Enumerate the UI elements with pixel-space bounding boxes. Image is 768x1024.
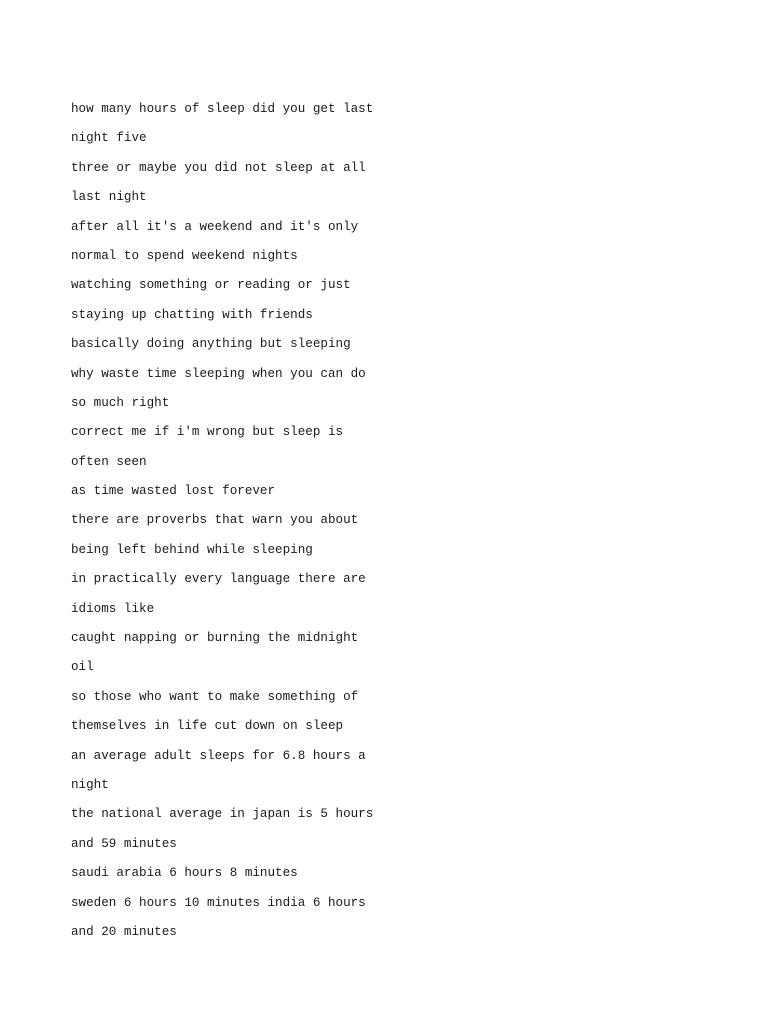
transcript-line: last night — [71, 190, 147, 205]
transcript-line: often seen — [71, 454, 147, 469]
transcript-line: staying up chatting with friends — [71, 307, 313, 322]
transcript-line: in practically every language there are — [71, 572, 366, 587]
transcript-line: as time wasted lost forever — [71, 484, 276, 499]
transcript-line: and 59 minutes — [71, 836, 177, 851]
transcript-line: themselves in life cut down on sleep — [71, 719, 344, 734]
transcript-line: so much right — [71, 395, 170, 410]
transcript-line: the national average in japan is 5 hours — [71, 807, 374, 822]
transcript-line: correct me if i'm wrong but sleep is — [71, 425, 344, 440]
transcript-text — [71, 99, 373, 951]
transcript-line: caught napping or burning the midnight — [71, 631, 359, 646]
transcript-line: watching something or reading or just — [71, 278, 351, 293]
transcript-line: and 20 minutes — [71, 924, 177, 939]
transcript-line: idioms like — [71, 601, 155, 616]
transcript-line: oil — [71, 660, 94, 675]
transcript-line: basically doing anything but sleeping — [71, 337, 351, 352]
transcript-line: three or maybe you did not sleep at all — [71, 160, 366, 175]
transcript-line: an average adult sleeps for 6.8 hours a — [71, 748, 366, 763]
transcript-line: night — [71, 777, 109, 792]
transcript-line: sweden 6 hours 10 minutes india 6 hours — [71, 895, 366, 910]
transcript-line: saudi arabia 6 hours 8 minutes — [71, 866, 298, 881]
transcript-line: normal to spend weekend nights — [71, 248, 298, 263]
transcript-line: why waste time sleeping when you can do — [71, 366, 366, 381]
transcript-line: after all it's a weekend and it's only — [71, 219, 359, 234]
transcript-line: there are proverbs that warn you about — [71, 513, 359, 528]
transcript-line: how many hours of sleep did you get last — [71, 102, 374, 116]
transcript-line: night five — [71, 131, 147, 146]
transcript-line: being left behind while sleeping — [71, 542, 313, 557]
transcript-line: so those who want to make something of — [71, 689, 359, 704]
